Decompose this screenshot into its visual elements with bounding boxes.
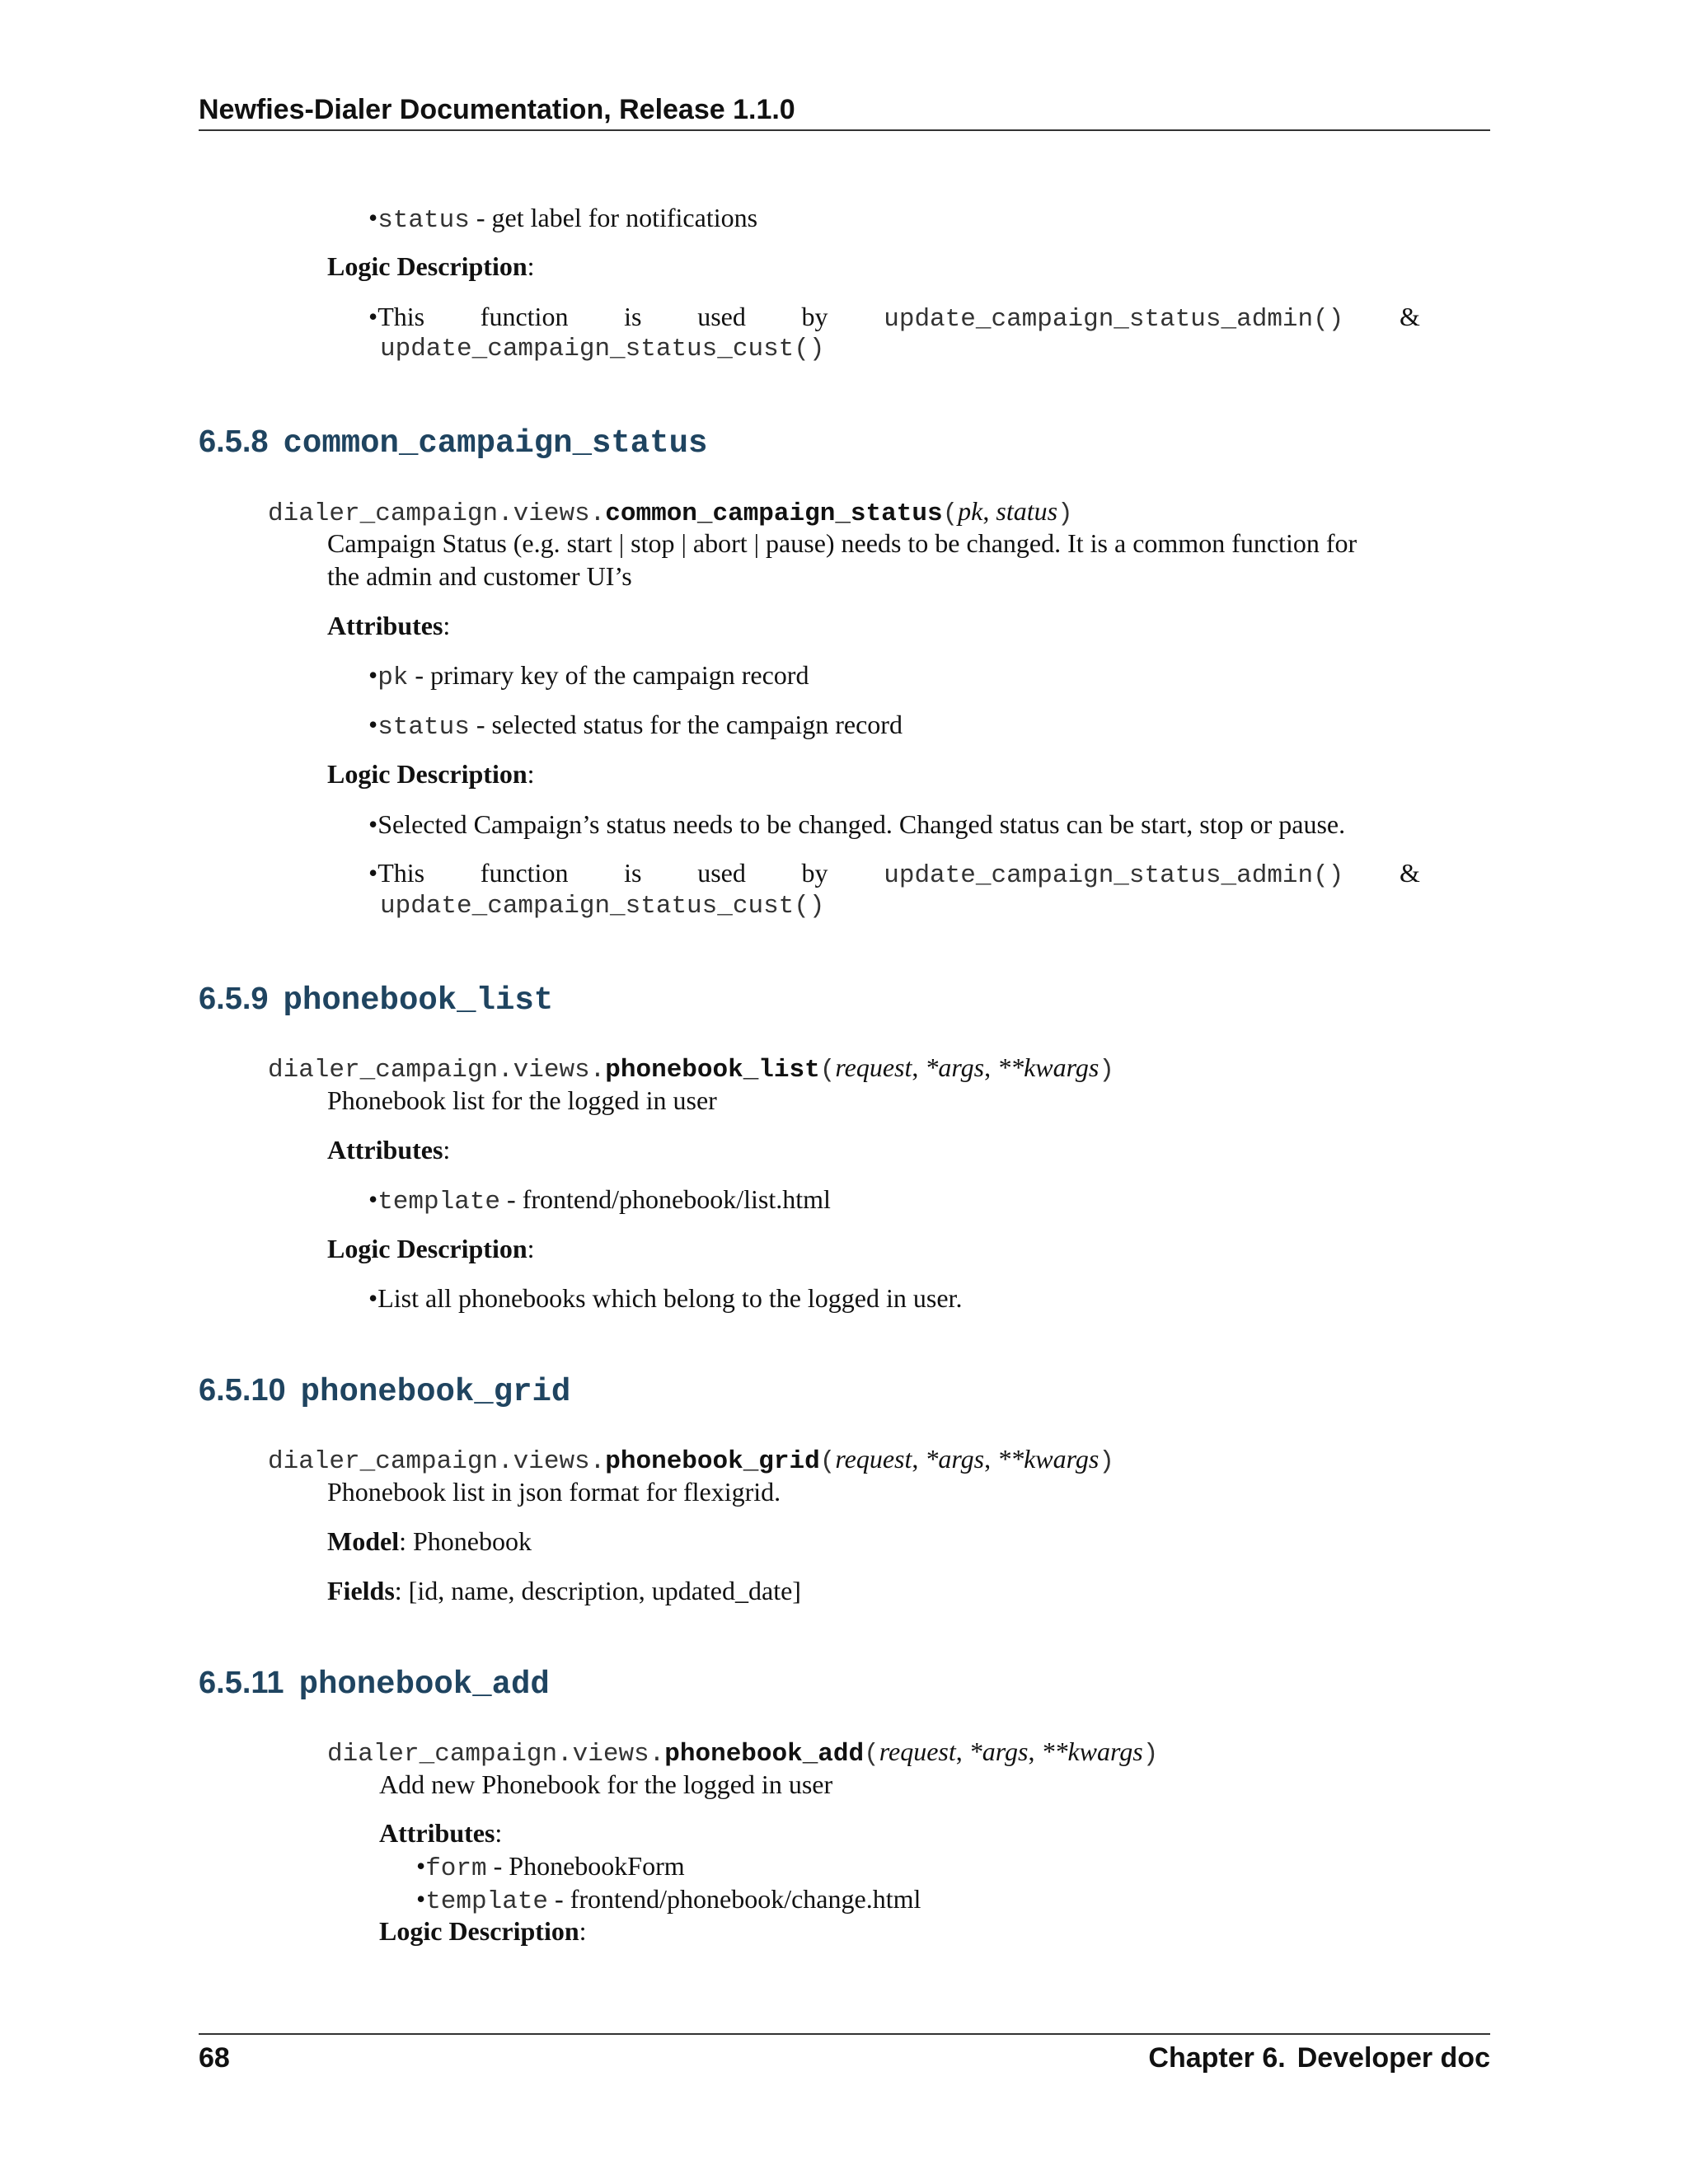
running-header: Newfies-Dialer Documentation, Release 1.1.0 [199, 94, 795, 125]
bullet-item: •List all phonebooks which belong to the logged in user. [368, 1283, 963, 1313]
function-description: Phonebook list in json format for flexigrid. [327, 1477, 781, 1507]
function-signature: dialer_campaign.views.phonebook_list(request, *args, **kwargs) [268, 1052, 1114, 1085]
function-description: Campaign Status (e.g. start | stop | abort | pause) needs to be changed. It is a common function for [327, 528, 1357, 558]
function-signature: dialer_campaign.views.phonebook_add(request, *args, **kwargs) [327, 1736, 1159, 1769]
model-line: Model: Phonebook [327, 1526, 532, 1556]
chapter-footer: Chapter 6. Developer doc [1148, 2042, 1490, 2074]
bullet-item: •status - get label for notifications [368, 203, 758, 235]
page-number: 68 [199, 2042, 230, 2074]
logic-description-label: Logic Description: [327, 1234, 535, 1263]
section-heading-6-5-11: 6.5.11 phonebook_add [199, 1666, 550, 1703]
bullet-item: •template - frontend/phonebook/list.html [368, 1184, 831, 1216]
logic-description-label: Logic Description: [379, 1916, 587, 1946]
function-description: Phonebook list for the logged in user [327, 1085, 717, 1115]
bullet-item: •Selected Campaign’s status needs to be changed. Changed status can be start, stop or pause. [368, 809, 1346, 839]
attributes-label: Attributes: [327, 1135, 451, 1165]
function-signature: dialer_campaign.views.common_campaign_status(pk, status) [268, 496, 1073, 528]
logic-description-label: Logic Description: [327, 759, 535, 789]
attributes-label: Attributes: [379, 1818, 503, 1848]
bullet-item: •form - PhonebookForm [416, 1851, 685, 1883]
function-signature: dialer_campaign.views.phonebook_grid(request, *args, **kwargs) [268, 1444, 1114, 1476]
bullet-item: •template - frontend/phonebook/change.html [416, 1884, 921, 1916]
section-heading-6-5-10: 6.5.10 phonebook_grid [199, 1373, 571, 1410]
code-continuation: update_campaign_status_cust() [380, 335, 825, 363]
attributes-label: Attributes: [327, 611, 451, 640]
section-heading-6-5-9: 6.5.9 phonebook_list [199, 982, 554, 1019]
fields-line: Fields: [id, name, description, updated_date] [327, 1576, 801, 1605]
function-description: the admin and customer UI’s [327, 561, 632, 591]
footer-rule [199, 2033, 1490, 2035]
bullet-item: •pk - primary key of the campaign record [368, 660, 809, 692]
bullet-item-justified: •This function is used by update_campaign_status_admin() & [368, 302, 1420, 334]
logic-description-label: Logic Description: [327, 251, 535, 281]
bullet-item: •status - selected status for the campaign record [368, 710, 903, 742]
function-description: Add new Phonebook for the logged in user [379, 1769, 833, 1799]
code-continuation: update_campaign_status_cust() [380, 892, 825, 921]
section-heading-6-5-8: 6.5.8 common_campaign_status [199, 424, 708, 462]
header-rule [199, 129, 1490, 131]
bullet-item-justified: •This function is used by update_campaign_status_admin() & [368, 858, 1420, 890]
